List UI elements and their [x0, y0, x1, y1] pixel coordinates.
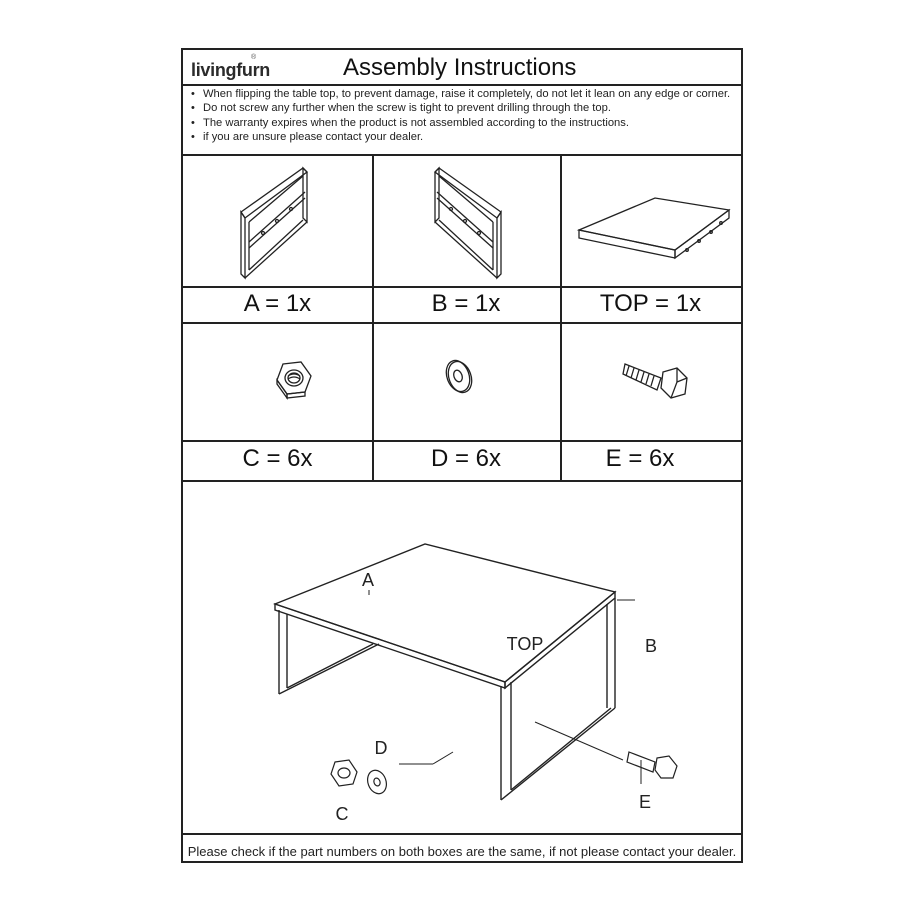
- part-label-top: TOP = 1x: [599, 290, 702, 317]
- part-label-b: B = 1x: [431, 290, 501, 317]
- assembled-table-drawing: [275, 544, 615, 800]
- label-d: D: [374, 738, 388, 758]
- bolt-icon: [621, 356, 691, 406]
- frame-b-icon: [429, 162, 509, 280]
- note-item: • if you are unsure please contact your dealer.: [191, 131, 424, 144]
- page-title: Assembly Instructions: [343, 54, 577, 81]
- label-b: B: [644, 636, 658, 656]
- bullet-icon: •: [191, 102, 195, 115]
- note-item: • The warranty expires when the product is not assembled according to the instructions.: [191, 116, 629, 129]
- hex-nut-icon: [271, 358, 315, 402]
- footer-note: Please check if the part numbers on both boxes are the same, if not please contact your dealer.: [187, 844, 737, 859]
- footer-divider: [183, 833, 741, 835]
- assembly-diagram: [183, 482, 741, 831]
- bolt-callout-icon: [627, 752, 677, 778]
- label-top: TOP: [506, 634, 544, 654]
- part-label-a: A = 1x: [243, 290, 312, 317]
- note-item: • When flipping the table top, to prevent damage, raise it completely, do not let it lean on any edge or corner.: [191, 88, 731, 100]
- bullet-icon: •: [191, 131, 195, 144]
- brand-mark: ®: [251, 54, 258, 61]
- part-label-d: D = 6x: [430, 445, 502, 472]
- grid-divider: [183, 154, 741, 156]
- part-label-e: E = 6x: [605, 445, 675, 472]
- safety-notes: [191, 87, 737, 145]
- frame-a-icon: [233, 162, 313, 280]
- grid-divider: [183, 286, 741, 288]
- bullet-icon: •: [191, 88, 195, 100]
- label-c: C: [335, 804, 349, 824]
- grid-divider: [183, 440, 741, 442]
- table-top-icon: [575, 190, 735, 262]
- instruction-sheet: [181, 48, 743, 863]
- label-e: E: [638, 792, 652, 812]
- hex-nut-callout-icon: [331, 760, 357, 786]
- header-divider: [183, 84, 741, 86]
- grid-divider: [183, 322, 741, 324]
- note-item: • Do not screw any further when the screw is tight to prevent drilling through the top.: [191, 102, 611, 115]
- header: [183, 50, 741, 86]
- washer-callout-icon: [364, 768, 389, 797]
- brand-logo: livingfurn: [191, 60, 270, 80]
- label-a: A: [361, 570, 375, 590]
- washer-icon: [443, 356, 473, 398]
- bullet-icon: •: [191, 116, 195, 129]
- part-label-c: C = 6x: [242, 445, 313, 472]
